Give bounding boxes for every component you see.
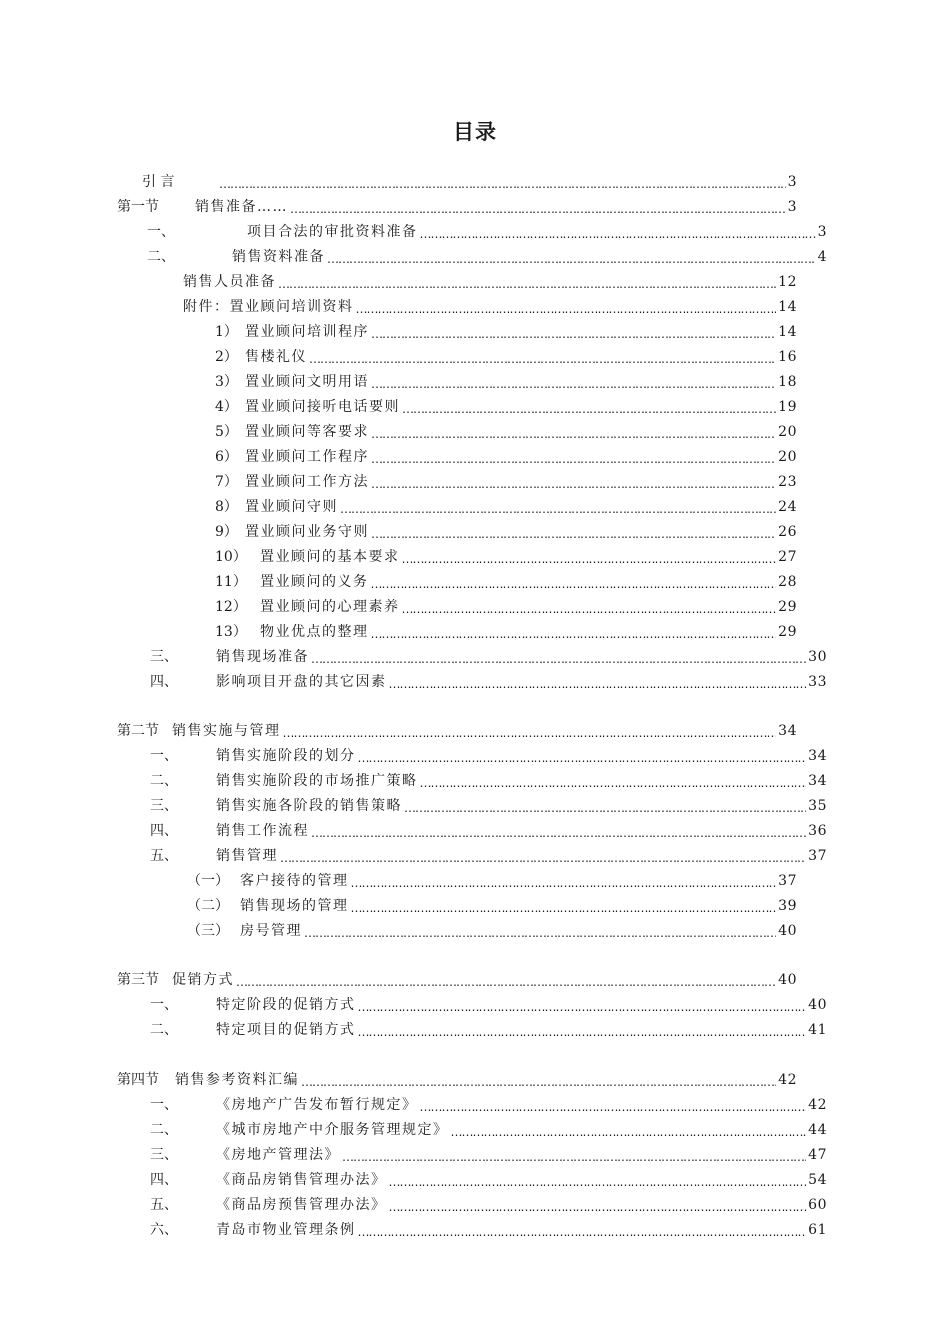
- toc-entry-number: 10）: [215, 549, 247, 565]
- toc-entry-label: 物业优点的整理: [260, 624, 369, 640]
- toc-entry-page: 40: [778, 972, 797, 988]
- toc-entry[interactable]: [150, 1170, 827, 1190]
- dot-leader: [278, 274, 776, 294]
- toc-entry-number: 五、: [150, 1197, 178, 1213]
- toc-entry-label: 置业顾问培训程序: [245, 324, 369, 340]
- toc-entry[interactable]: [215, 547, 797, 567]
- toc-entry-page: 3: [817, 224, 827, 240]
- toc-entry-number: （一）: [187, 873, 229, 889]
- dot-leader: [290, 199, 786, 219]
- toc-entry-label: 《房地产广告发布暂行规定》: [216, 1097, 418, 1113]
- toc-entry[interactable]: [215, 372, 797, 392]
- toc-entry-page: 18: [778, 374, 797, 390]
- dot-leader: [283, 723, 777, 743]
- toc-entry[interactable]: [150, 672, 827, 692]
- dot-leader: [301, 1072, 776, 1092]
- toc-entry-label: 置业顾问守则: [245, 499, 338, 515]
- toc-entry-label: 附件：置业顾问培训资料: [183, 299, 354, 315]
- dot-leader: [327, 249, 816, 269]
- toc-entry-label: 售楼礼仪: [245, 349, 307, 365]
- toc-entry-page: 35: [808, 798, 827, 814]
- toc-entry-page: 23: [778, 474, 797, 490]
- toc-entry-label: 销售实施阶段的市场推广策略: [216, 773, 418, 789]
- toc-entry-page: 33: [808, 674, 827, 690]
- toc-entry-page: 54: [808, 1172, 827, 1188]
- toc-entry-page: 40: [808, 997, 827, 1013]
- toc-entry-number: 四、: [150, 674, 178, 690]
- toc-entry-label: 销售实施与管理: [172, 723, 281, 739]
- dot-leader: [280, 848, 806, 868]
- toc-entry[interactable]: [187, 871, 797, 891]
- dot-leader: [342, 1147, 806, 1167]
- toc-entry-number: 一、: [150, 997, 178, 1013]
- toc-entry-label: 青岛市物业管理条例: [216, 1222, 356, 1238]
- toc-entry[interactable]: [215, 472, 797, 492]
- toc-entry-label: 销售实施各阶段的销售策略: [216, 798, 402, 814]
- dot-leader: [389, 1197, 807, 1217]
- toc-entry-label: 置业顾问的义务: [260, 574, 369, 590]
- toc-entry-label: 销售管理: [216, 848, 278, 864]
- dot-leader: [420, 1097, 807, 1117]
- dot-leader: [236, 972, 776, 992]
- toc-entry-number: 2）: [215, 349, 238, 365]
- toc-entry[interactable]: [150, 846, 827, 866]
- toc-entry[interactable]: [150, 1095, 827, 1115]
- toc-entry-label: 《商品房预售管理办法》: [216, 1197, 387, 1213]
- toc-entry-page: 20: [778, 424, 797, 440]
- dot-leader: [371, 324, 776, 344]
- toc-entry-number: 12）: [215, 599, 247, 615]
- toc-entry-page: 42: [778, 1072, 797, 1088]
- toc-entry-label: 置业顾问的心理素养: [260, 599, 400, 615]
- toc-entry-number: 4）: [215, 399, 238, 415]
- toc-entry-number: 第二节: [117, 723, 159, 739]
- toc-entry[interactable]: [187, 921, 797, 941]
- toc-entry-label: 销售实施阶段的划分: [216, 748, 356, 764]
- dot-leader: [402, 399, 776, 419]
- toc-entry-number: 六、: [150, 1222, 178, 1238]
- toc-entry-page: 12: [778, 274, 797, 290]
- toc-entry-label: 置业顾问工作方法: [245, 474, 369, 490]
- toc-entry-page: 44: [808, 1122, 827, 1138]
- toc-entry-page: 36: [808, 823, 827, 839]
- toc-entry[interactable]: [183, 297, 797, 317]
- toc-entry[interactable]: [150, 746, 827, 766]
- toc-entry-number: 1）: [215, 324, 238, 340]
- toc-entry-number: 三、: [150, 798, 178, 814]
- toc-entry-number: 6）: [215, 449, 238, 465]
- toc-entry-page: 37: [778, 873, 797, 889]
- toc-entry-number: 9）: [215, 524, 238, 540]
- toc-entry-page: 20: [778, 449, 797, 465]
- toc-entry-number: 四、: [150, 1172, 178, 1188]
- toc-entry-label: 项目合法的审批资料准备: [247, 224, 418, 240]
- toc-entry-number: 一、: [150, 1097, 178, 1113]
- toc-entry-page: 29: [778, 624, 797, 640]
- toc-entry-page: 3: [787, 174, 797, 190]
- dot-leader: [311, 823, 806, 843]
- dot-leader: [358, 1022, 807, 1042]
- toc-entry[interactable]: [215, 497, 797, 517]
- dot-leader: [219, 174, 786, 194]
- toc-entry-number: 第四节: [117, 1072, 159, 1088]
- toc-entry[interactable]: [150, 796, 827, 816]
- dot-leader: [351, 873, 777, 893]
- dot-leader: [402, 549, 777, 569]
- page-title: 目录: [453, 120, 497, 144]
- toc-entry-number: 13）: [215, 624, 247, 640]
- toc-entry-page: 14: [778, 324, 797, 340]
- dot-leader: [389, 1172, 807, 1192]
- toc-entry[interactable]: [117, 197, 797, 217]
- dot-leader: [358, 997, 807, 1017]
- toc-entry[interactable]: [215, 572, 797, 592]
- toc-entry-page: 30: [808, 649, 827, 665]
- toc-entry-page: 26: [778, 524, 797, 540]
- toc-entry-page: 4: [817, 249, 827, 265]
- toc-entry-number: 二、: [147, 249, 175, 265]
- toc-entry-number: 3）: [215, 374, 238, 390]
- toc-entry-page: 61: [808, 1222, 827, 1238]
- dot-leader: [351, 898, 777, 918]
- toc-entry-page: 3: [787, 199, 797, 215]
- toc-entry-label: 销售人员准备: [183, 274, 276, 290]
- toc-entry[interactable]: [215, 447, 797, 467]
- dot-leader: [371, 524, 776, 544]
- toc-entry[interactable]: [117, 1070, 797, 1090]
- dot-leader: [356, 299, 777, 319]
- toc-entry[interactable]: [147, 247, 827, 267]
- toc-entry[interactable]: [215, 622, 797, 642]
- dot-leader: [451, 1122, 807, 1142]
- toc-entry-label: 特定阶段的促销方式: [216, 997, 356, 1013]
- toc-entry-page: 60: [808, 1197, 827, 1213]
- dot-leader: [311, 649, 806, 669]
- toc-entry-label: 置业顾问的基本要求: [260, 549, 400, 565]
- toc-entry[interactable]: [150, 1120, 827, 1140]
- toc-entry-label: 销售工作流程: [216, 823, 309, 839]
- toc-entry[interactable]: [150, 1145, 827, 1165]
- toc-entry-number: 二、: [150, 1022, 178, 1038]
- toc-entry[interactable]: [150, 647, 827, 667]
- toc-entry-number: （三）: [187, 923, 229, 939]
- toc-entry-label: 置业顾问接听电话要则: [245, 399, 400, 415]
- dot-leader: [389, 674, 807, 694]
- dot-leader: [371, 424, 776, 444]
- dot-leader: [371, 449, 776, 469]
- dot-leader: [371, 624, 777, 644]
- toc-entry-label: 促销方式: [172, 972, 234, 988]
- toc-entry-number: 四、: [150, 823, 178, 839]
- toc-entry-number: 五、: [150, 848, 178, 864]
- toc-entry-page: 34: [808, 748, 827, 764]
- toc-entry-number: 引 言: [142, 174, 175, 190]
- toc-entry-page: 16: [778, 349, 797, 365]
- toc-entry-number: 5）: [215, 424, 238, 440]
- toc-entry-number: 三、: [150, 1147, 178, 1163]
- dot-leader: [371, 574, 777, 594]
- toc-entry[interactable]: [215, 322, 797, 342]
- dot-leader: [371, 374, 776, 394]
- toc-entry[interactable]: [147, 222, 827, 242]
- toc-entry-page: 27: [778, 549, 797, 565]
- toc-entry-number: 一、: [150, 748, 178, 764]
- toc-entry-page: 29: [778, 599, 797, 615]
- toc-entry-number: 第三节: [117, 972, 159, 988]
- dot-leader: [358, 1222, 807, 1242]
- toc-entry[interactable]: [150, 1220, 827, 1240]
- toc-entry-label: 特定项目的促销方式: [216, 1022, 356, 1038]
- dot-leader: [420, 224, 816, 244]
- toc-entry-label: 置业顾问文明用语: [245, 374, 369, 390]
- toc-entry-number: 第一节: [117, 199, 159, 215]
- toc-entry[interactable]: [150, 995, 827, 1015]
- toc-entry-page: 47: [808, 1147, 827, 1163]
- toc-entry[interactable]: [215, 597, 797, 617]
- toc-entry[interactable]: [150, 1195, 827, 1215]
- toc-entry-page: 14: [778, 299, 797, 315]
- toc-entry[interactable]: [215, 347, 797, 367]
- toc-entry-page: 42: [808, 1097, 827, 1113]
- dot-leader: [420, 773, 807, 793]
- toc-entry-page: 37: [808, 848, 827, 864]
- dot-leader: [402, 599, 777, 619]
- toc-entry-page: 34: [808, 773, 827, 789]
- toc-entry-number: 一、: [147, 224, 175, 240]
- toc-entry[interactable]: [150, 821, 827, 841]
- toc-entry-label: 销售资料准备: [232, 249, 325, 265]
- toc-entry-label: 销售准备……: [195, 199, 288, 215]
- toc-entry[interactable]: [183, 272, 797, 292]
- toc-entry-label: 《房地产管理法》: [216, 1147, 340, 1163]
- toc-entry[interactable]: [215, 522, 797, 542]
- toc-entry-number: 二、: [150, 1122, 178, 1138]
- toc-entry[interactable]: [150, 771, 827, 791]
- toc-entry-number: 二、: [150, 773, 178, 789]
- toc-entry-page: 34: [778, 723, 797, 739]
- toc-entry[interactable]: [142, 172, 797, 192]
- toc-entry-number: 三、: [150, 649, 178, 665]
- toc-entry-label: 《商品房销售管理办法》: [216, 1172, 387, 1188]
- toc-entry-label: 销售现场的管理: [240, 898, 349, 914]
- toc-entry-page: 28: [778, 574, 797, 590]
- toc-entry-label: 影响项目开盘的其它因素: [216, 674, 387, 690]
- toc-entry-label: 客户接待的管理: [240, 873, 349, 889]
- dot-leader: [309, 349, 776, 369]
- dot-leader: [358, 748, 807, 768]
- toc-entry-label: 房号管理: [240, 923, 302, 939]
- toc-entry[interactable]: [150, 1020, 827, 1040]
- toc-entry-number: 11）: [215, 574, 247, 590]
- toc-entry[interactable]: [117, 721, 797, 741]
- toc-entry-label: 置业顾问工作程序: [245, 449, 369, 465]
- dot-leader: [404, 798, 806, 818]
- toc-entry-label: 销售现场准备: [216, 649, 309, 665]
- toc-entry-number: 8）: [215, 499, 238, 515]
- toc-entry-page: 19: [778, 399, 797, 415]
- toc-entry[interactable]: [215, 397, 797, 417]
- toc-entry-label: 《城市房地产中介服务管理规定》: [216, 1122, 449, 1138]
- toc-entry-page: 24: [778, 499, 797, 515]
- dot-leader: [340, 499, 776, 519]
- toc-entry-number: （二）: [187, 898, 229, 914]
- dot-leader: [304, 923, 776, 943]
- dot-leader: [371, 474, 776, 494]
- toc-entry-label: 置业顾问业务守则: [245, 524, 369, 540]
- toc-entry-page: 39: [778, 898, 797, 914]
- toc-entry-label: 置业顾问等客要求: [245, 424, 369, 440]
- toc-entry-page: 41: [808, 1022, 827, 1038]
- toc-entry[interactable]: [215, 422, 797, 442]
- toc-entry[interactable]: [187, 896, 797, 916]
- toc-entry-page: 40: [778, 923, 797, 939]
- toc-entry-label: 销售参考资料汇编: [175, 1072, 299, 1088]
- toc-entry[interactable]: [117, 970, 797, 990]
- toc-entry-number: 7）: [215, 474, 238, 490]
